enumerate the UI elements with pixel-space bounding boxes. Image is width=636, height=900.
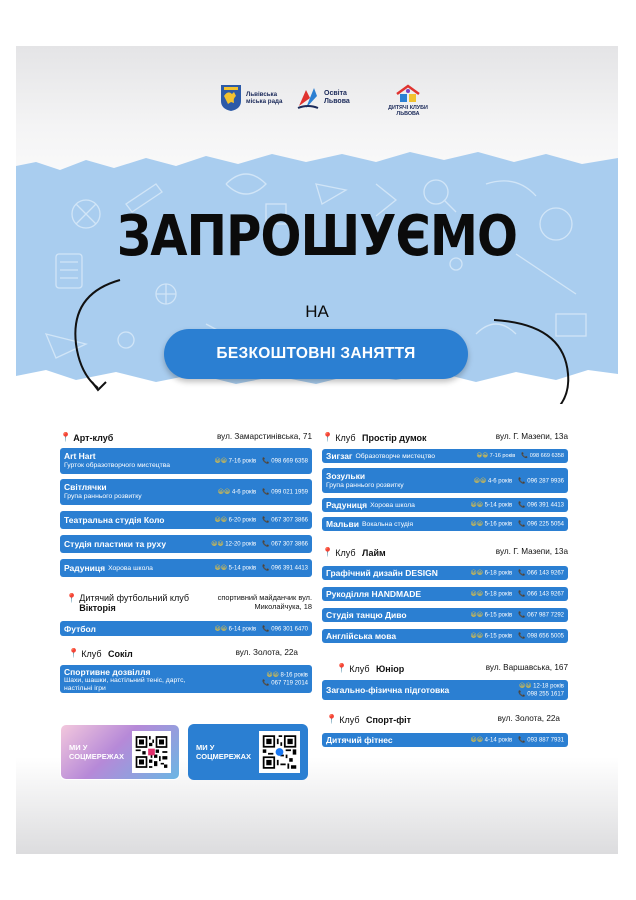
activity-ages: 4-6 років	[487, 478, 513, 484]
children-clubs-name: ДИТЯЧІ КЛУБИ ЛЬВОВА	[388, 105, 428, 117]
location-pin-icon: 📍	[60, 432, 72, 442]
activity-name: Студія пластики та руху	[64, 539, 167, 549]
activity-phone: 098 255 1617	[527, 691, 564, 698]
activity-name: Футбол	[64, 623, 96, 634]
activity-phone: 098 669 6358	[529, 453, 564, 459]
activity-name: Загально-фізична підготовка	[326, 685, 450, 695]
club-address: вул. Г. Мазепи, 13а	[495, 432, 568, 441]
activity-ages: 4-6 років	[231, 489, 257, 496]
club-name: Сокіл	[107, 648, 133, 659]
activity-name: Графічний дизайн DESIGN	[326, 568, 438, 578]
activity-row: Театральна студія Коло 😀😀 6-20 років 📞 067 307 3866	[60, 511, 312, 529]
club-header-sokil	[60, 648, 312, 659]
activity-phone: 067 307 3866	[271, 541, 308, 548]
activity-phone: 096 391 4413	[271, 565, 308, 572]
club-kind: Клуб	[335, 432, 356, 443]
activity-ages: 6-18 років	[484, 570, 513, 577]
activity-phone: 099 021 1959	[271, 489, 308, 496]
activity-name: Зигзаг	[326, 451, 353, 461]
activity-row: Загально-фізична підготовка 😀😀 12-18 років 📞 098 255 1617	[322, 680, 568, 700]
club-kind: Дитячий футбольний клуб	[79, 593, 189, 603]
city-council-name: Львівська міська рада	[246, 91, 283, 105]
activity-phone: 096 391 4413	[527, 502, 564, 509]
club-header-sport-fit	[322, 714, 568, 725]
lviv-coat-of-arms-icon	[220, 84, 242, 112]
activity-subtitle: Група раннього розвитку	[64, 493, 142, 500]
activity-row: Студія пластики та руху 😀😀 12-20 років 📞 067 307 3866	[60, 535, 312, 553]
activity-ages: 7-16 років	[489, 453, 516, 459]
activity-subtitle: Образотворче мистецтво	[355, 452, 436, 460]
education-logo	[296, 84, 354, 112]
social-label: МИ У СОЦМЕРЕЖАХ	[69, 743, 124, 761]
logo-bar	[16, 84, 618, 120]
club-kind: Клуб	[349, 663, 370, 674]
activity-phone: 066 143 9267	[527, 591, 564, 598]
activity-name: Радуниця	[326, 500, 368, 510]
social-card-instagram[interactable]	[60, 724, 180, 780]
headline: ЗАПРОШУЄМО	[116, 204, 518, 269]
activity-subtitle: Вокальна студія	[362, 520, 414, 528]
club-address: вул. Г. Мазепи, 13а	[495, 547, 568, 556]
activity-ages: 5-18 років	[484, 591, 513, 598]
club-name: Спорт-фіт	[365, 714, 411, 725]
club-address: вул. Золота, 22а	[497, 714, 560, 723]
activity-ages: 6-20 років	[228, 517, 257, 524]
club-address: вул. Варшавська, 167	[485, 663, 568, 672]
activity-subtitle: Хорова школа	[370, 501, 415, 509]
activity-name: Світлячки	[64, 482, 107, 492]
children-clubs-logo	[388, 84, 428, 117]
activity-name: Театральна студія Коло	[64, 515, 165, 525]
activity-row: Радуниця Хорова школа 😀😀 5-14 років 📞 096 391 4413	[60, 559, 312, 577]
activity-phone: 096 287 9936	[527, 478, 564, 484]
activity-name: Спортивне дозвілля	[64, 667, 151, 677]
activity-ages: 6-15 років	[484, 612, 513, 619]
activity-ages: 7-16 років	[228, 458, 257, 465]
education-name: Освіта Львова	[324, 90, 350, 105]
club-kind: Клуб	[335, 547, 356, 558]
club-header-art	[60, 432, 312, 443]
activity-phone: 096 301 6470	[271, 626, 308, 632]
activity-row: Зозульки Група раннього розвитку 😀😀 4-6 років 📞 096 287 9936	[322, 468, 568, 493]
activity-row: Рукоділля HANDMADE 😀😀 5-18 років 📞 066 143 9267	[322, 587, 568, 601]
activity-row: Графічний дизайн DESIGN 😀😀 6-18 років 📞 066 143 9267	[322, 566, 568, 580]
activity-ages: 4-14 років	[484, 737, 513, 744]
club-header-prostir	[322, 432, 568, 443]
activity-phone: 067 987 7292	[527, 612, 564, 619]
location-pin-icon: 📍	[336, 663, 348, 673]
house-icon	[395, 84, 421, 104]
activity-row: Art Hart Гурток образотворчого мистецтва 😀😀 7-16 років 📞 098 669 6358	[60, 448, 312, 474]
club-kind: Клуб	[339, 714, 360, 725]
book-icon	[296, 84, 320, 112]
activity-phone: 093 887 7931	[527, 737, 564, 744]
activity-ages: 5-14 років	[484, 502, 513, 509]
activity-phone: 066 143 9267	[527, 570, 564, 577]
subheadline: НА	[305, 302, 329, 321]
club-address: вул. Замарстинівська, 71	[217, 432, 312, 441]
activity-phone: 096 225 5054	[527, 521, 564, 528]
activity-name: Англійська мова	[326, 631, 397, 641]
left-column	[60, 432, 312, 693]
club-name: Юніор	[375, 663, 405, 674]
activity-phone: 067 719 2014	[271, 680, 308, 687]
activity-name: Мальви	[326, 519, 359, 529]
activity-phone: 098 656 5005	[527, 633, 564, 640]
city-council-logo	[220, 84, 284, 112]
activity-row: Світлячки Група раннього розвитку 😀😀 4-6 років 📞 099 021 1959	[60, 479, 312, 505]
activity-name: Радуниця	[64, 563, 106, 573]
activity-subtitle: Гурток образотворчого мистецтва	[64, 462, 171, 469]
free-classes-pill: БЕЗКОШТОВНІ ЗАНЯТТЯ	[164, 329, 468, 379]
club-name: Лайм	[361, 547, 386, 558]
club-kind: Клуб	[81, 648, 102, 659]
activity-row: Дитячий фітнес 😀😀 4-14 років 📞 093 887 7931	[322, 733, 568, 747]
right-column	[322, 432, 568, 747]
activity-ages: 5-16 років	[484, 521, 513, 528]
social-label: МИ У СОЦМЕРЕЖАХ	[196, 743, 251, 761]
club-name: Вікторія	[79, 603, 116, 613]
activity-row: Спортивне дозвілля Шахи, шашки, настільний теніс, дартс, настільні ігри 😀😀 8-16 років 📞 067 719 2014	[60, 665, 312, 693]
activity-row: Студія танцю Диво 😀😀 6-15 років 📞 067 987 7292	[322, 608, 568, 622]
activity-name: Рукоділля HANDMADE	[326, 589, 422, 599]
activity-row: Англійська мова 😀😀 6-15 років 📞 098 656 5005	[322, 629, 568, 643]
club-header-laim	[322, 547, 568, 558]
activity-subtitle: Хорова школа	[108, 564, 153, 572]
activity-row: Мальви Вокальна студія 😀😀 5-16 років 📞 096 225 5054	[322, 517, 568, 531]
activity-subtitle: Шахи, шашки, настільний теніс, дартс, настільні ігри	[64, 677, 186, 692]
activity-name: Дитячий фітнес	[326, 735, 393, 745]
activity-subtitle: Група раннього розвитку	[326, 481, 404, 489]
activity-row: Футбол 😀😀 6-14 років 📞 096 301 6470	[60, 621, 312, 636]
club-address: вул. Золота, 22а	[235, 648, 298, 657]
activity-row: Радуниця Хорова школа 😀😀 5-14 років 📞 096 391 4413	[322, 498, 568, 512]
activity-ages: 12-20 років	[225, 541, 257, 548]
activity-name: Студія танцю Диво	[326, 610, 407, 620]
club-header-football	[60, 593, 312, 613]
activity-ages: 12-18 років	[533, 683, 564, 690]
qr-code-icon[interactable]	[259, 731, 300, 773]
location-pin-icon: 📍	[68, 648, 80, 658]
social-card-facebook[interactable]	[188, 724, 308, 780]
activity-name: Art Hart	[64, 451, 96, 461]
club-address: спортивний майданчик вул. Миколайчука, 18	[217, 593, 312, 611]
club-header-junior	[322, 663, 568, 674]
location-pin-icon: 📍	[322, 432, 334, 442]
club-name: Простір думок	[361, 432, 427, 443]
club-name: Арт-клуб	[73, 432, 114, 443]
location-pin-icon: 📍	[326, 714, 338, 724]
activity-phone: 067 307 3866	[271, 517, 308, 524]
activity-ages: 6-15 років	[484, 633, 513, 640]
activity-ages: 6-14 років	[228, 626, 257, 632]
activity-phone: 098 669 6358	[271, 458, 308, 465]
poster	[16, 46, 618, 854]
activity-row: Зигзаг Образотворче мистецтво 😀😀 7-16 років 📞 098 669 6358	[322, 449, 568, 463]
location-pin-icon: 📍	[322, 547, 334, 557]
activity-ages: 8-16 років	[280, 672, 308, 679]
activity-ages: 5-14 років	[228, 565, 257, 572]
qr-code-icon[interactable]	[132, 731, 171, 773]
location-pin-icon: 📍	[66, 593, 78, 603]
activity-name: Зозульки	[326, 470, 366, 481]
